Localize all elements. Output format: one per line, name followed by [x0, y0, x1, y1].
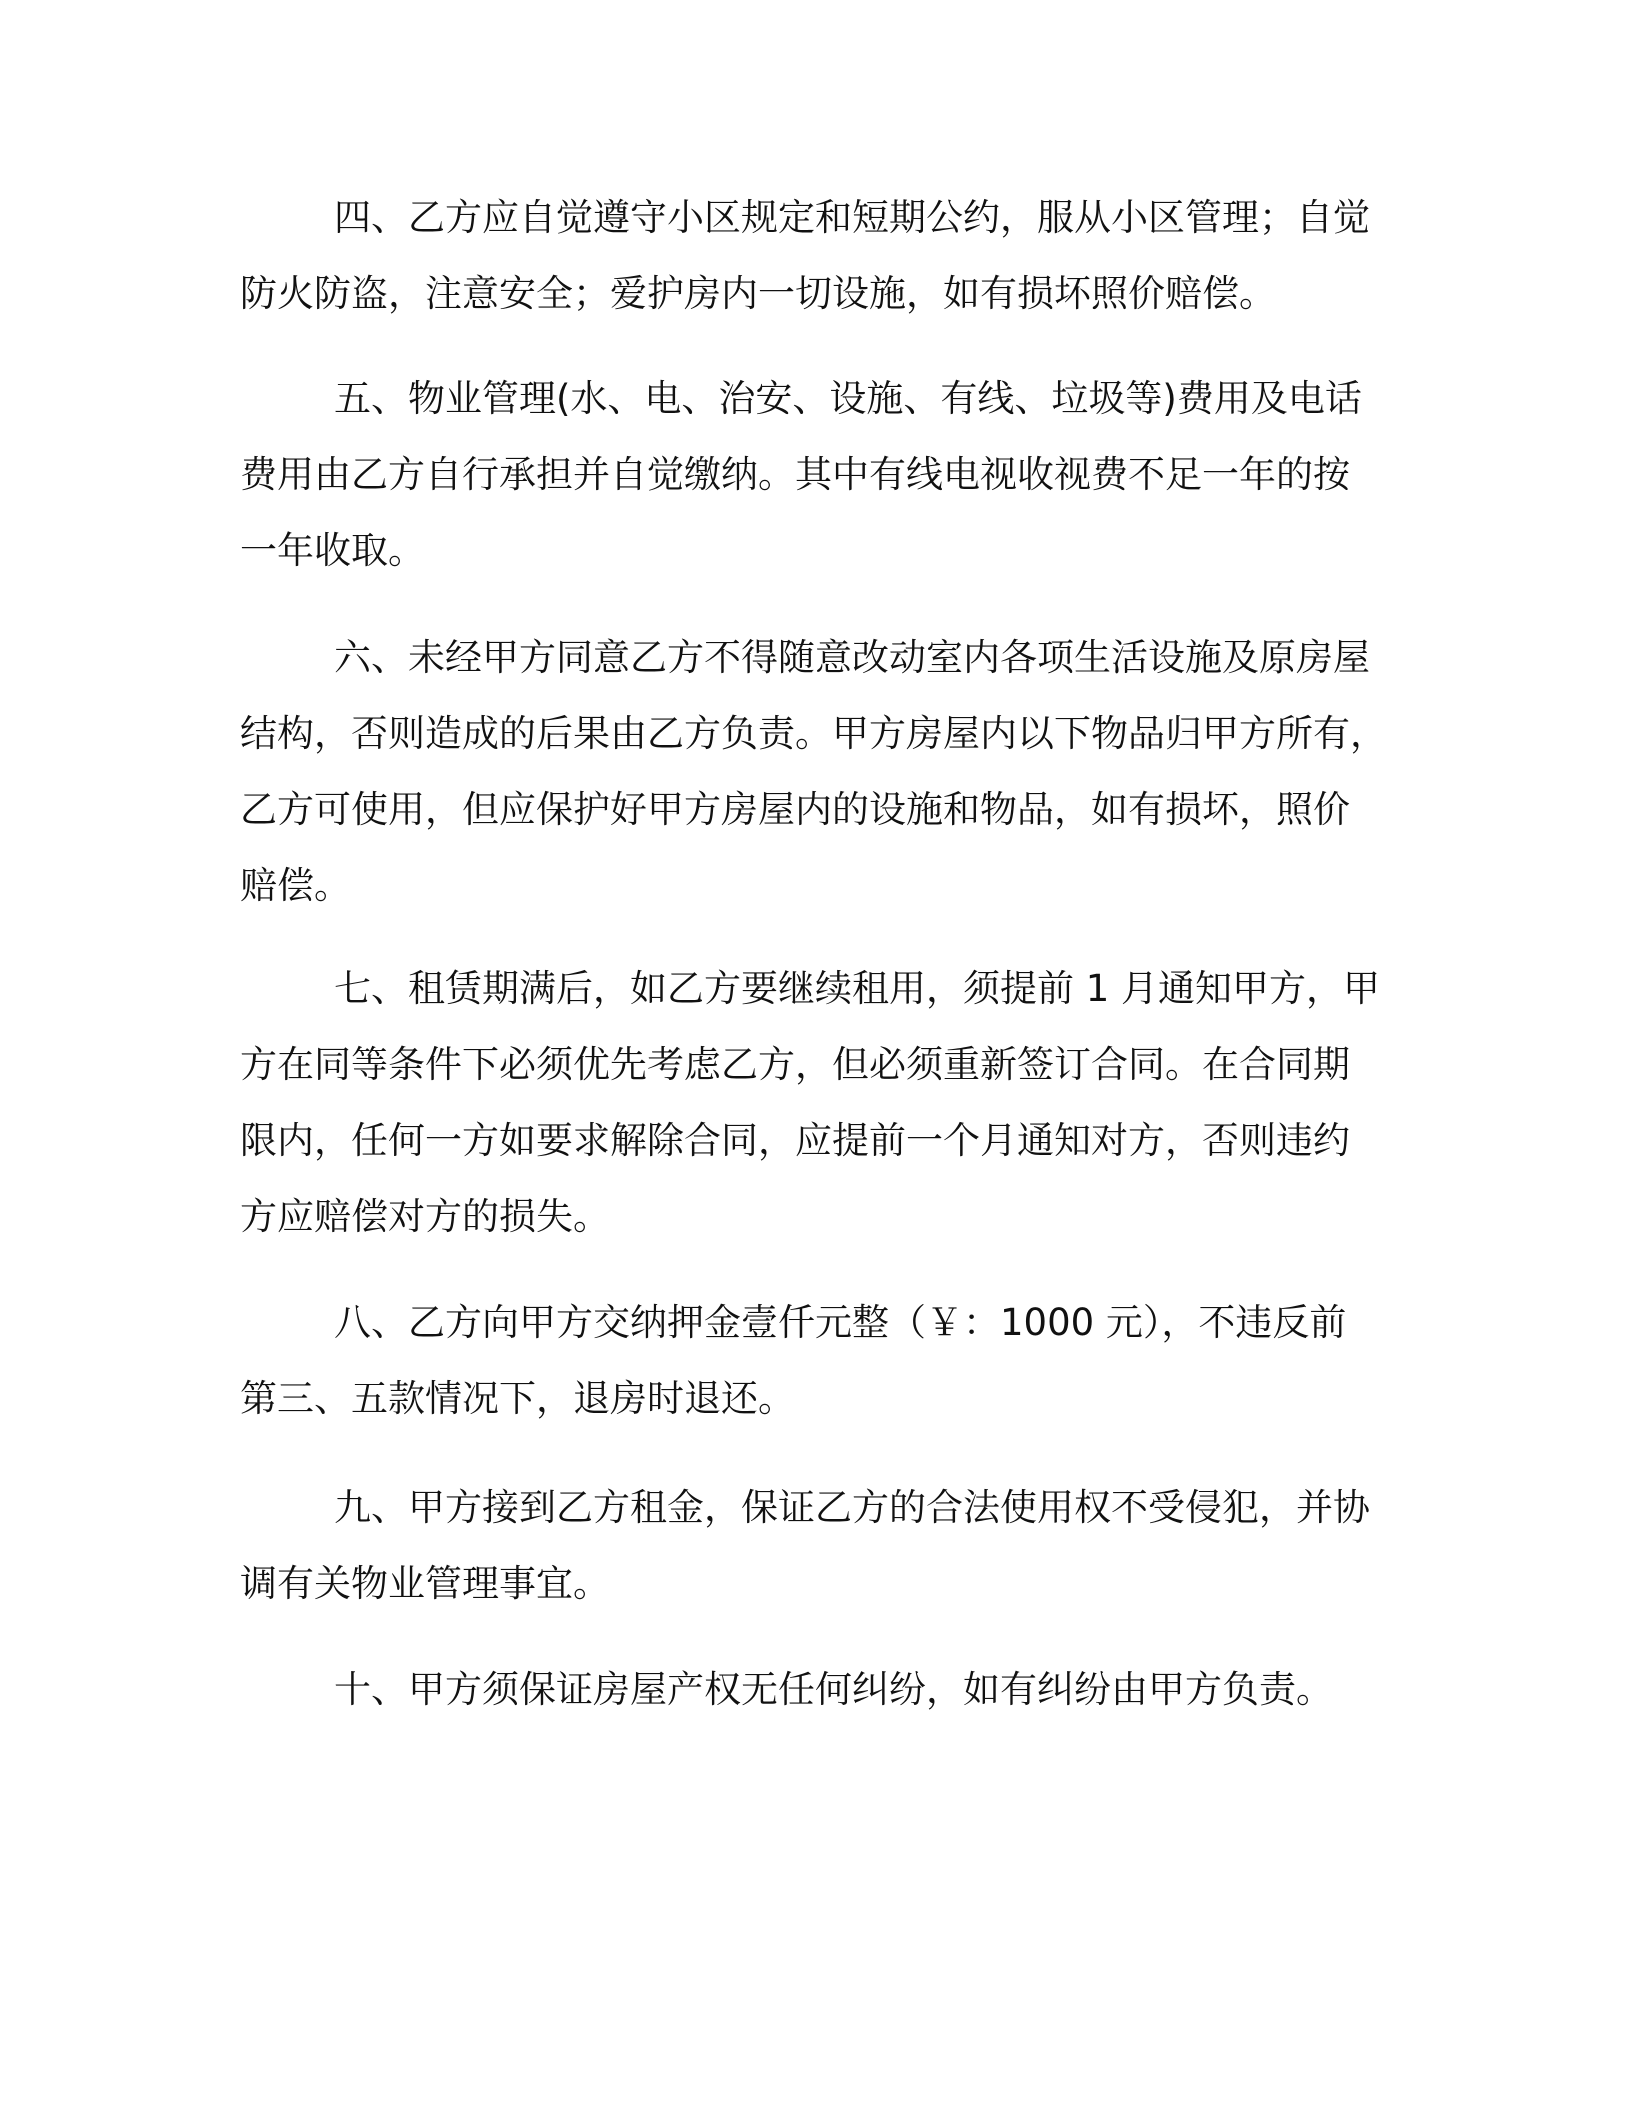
clause-line: 五、物业管理(水、电、治安、设施、有线、垃圾等)费用及电话	[334, 377, 1362, 420]
clause-line: 方在同等条件下必须优先考虑乙方，但必须重新签订合同。在合同期	[240, 1043, 1350, 1086]
clause-line: 方应赔偿对方的损失。	[240, 1195, 610, 1238]
clause-line: 六、未经甲方同意乙方不得随意改动室内各项生活设施及原房屋	[334, 636, 1370, 679]
clause-line: 结构，否则造成的后果由乙方负责。甲方房屋内以下物品归甲方所有，	[240, 712, 1387, 755]
clause-line: 十、甲方须保证房屋产权无任何纠纷，如有纠纷由甲方负责。	[334, 1668, 1333, 1711]
clause-5-paragraph	[240, 361, 1376, 589]
clause-4-paragraph	[240, 180, 1376, 332]
clause-line: 限内，任何一方如要求解除合同，应提前一个月通知对方，否则违约	[240, 1119, 1350, 1162]
clause-10-paragraph	[240, 1652, 1376, 1728]
clause-line: 乙方可使用，但应保护好甲方房屋内的设施和物品，如有损坏，照价	[240, 788, 1350, 831]
clause-7-paragraph	[240, 951, 1381, 1255]
clause-line: 九、甲方接到乙方租金，保证乙方的合法使用权不受侵犯，并协	[334, 1486, 1370, 1529]
clause-line: 费用由乙方自行承担并自觉缴纳。其中有线电视收视费不足一年的按	[240, 453, 1350, 496]
clause-line: 防火防盗，注意安全；爱护房内一切设施，如有损坏照价赔偿。	[240, 272, 1276, 315]
clause-line: 赔偿。	[240, 864, 351, 907]
clause-9-paragraph	[240, 1470, 1376, 1622]
clause-line: 七、租赁期满后，如乙方要继续租用，须提前 1 月通知甲方，甲	[334, 967, 1381, 1010]
clause-line: 调有关物业管理事宜。	[240, 1562, 610, 1605]
clause-line: 四、乙方应自觉遵守小区规定和短期公约，服从小区管理；自觉	[334, 196, 1370, 239]
clause-8-paragraph	[240, 1285, 1376, 1437]
clause-6-paragraph	[240, 620, 1387, 924]
clause-line: 第三、五款情况下，退房时退还。	[240, 1377, 795, 1420]
clause-line: 一年收取。	[240, 529, 425, 572]
clause-line: 八、乙方向甲方交纳押金壹仟元整（￥：1000 元），不违反前	[334, 1301, 1347, 1344]
